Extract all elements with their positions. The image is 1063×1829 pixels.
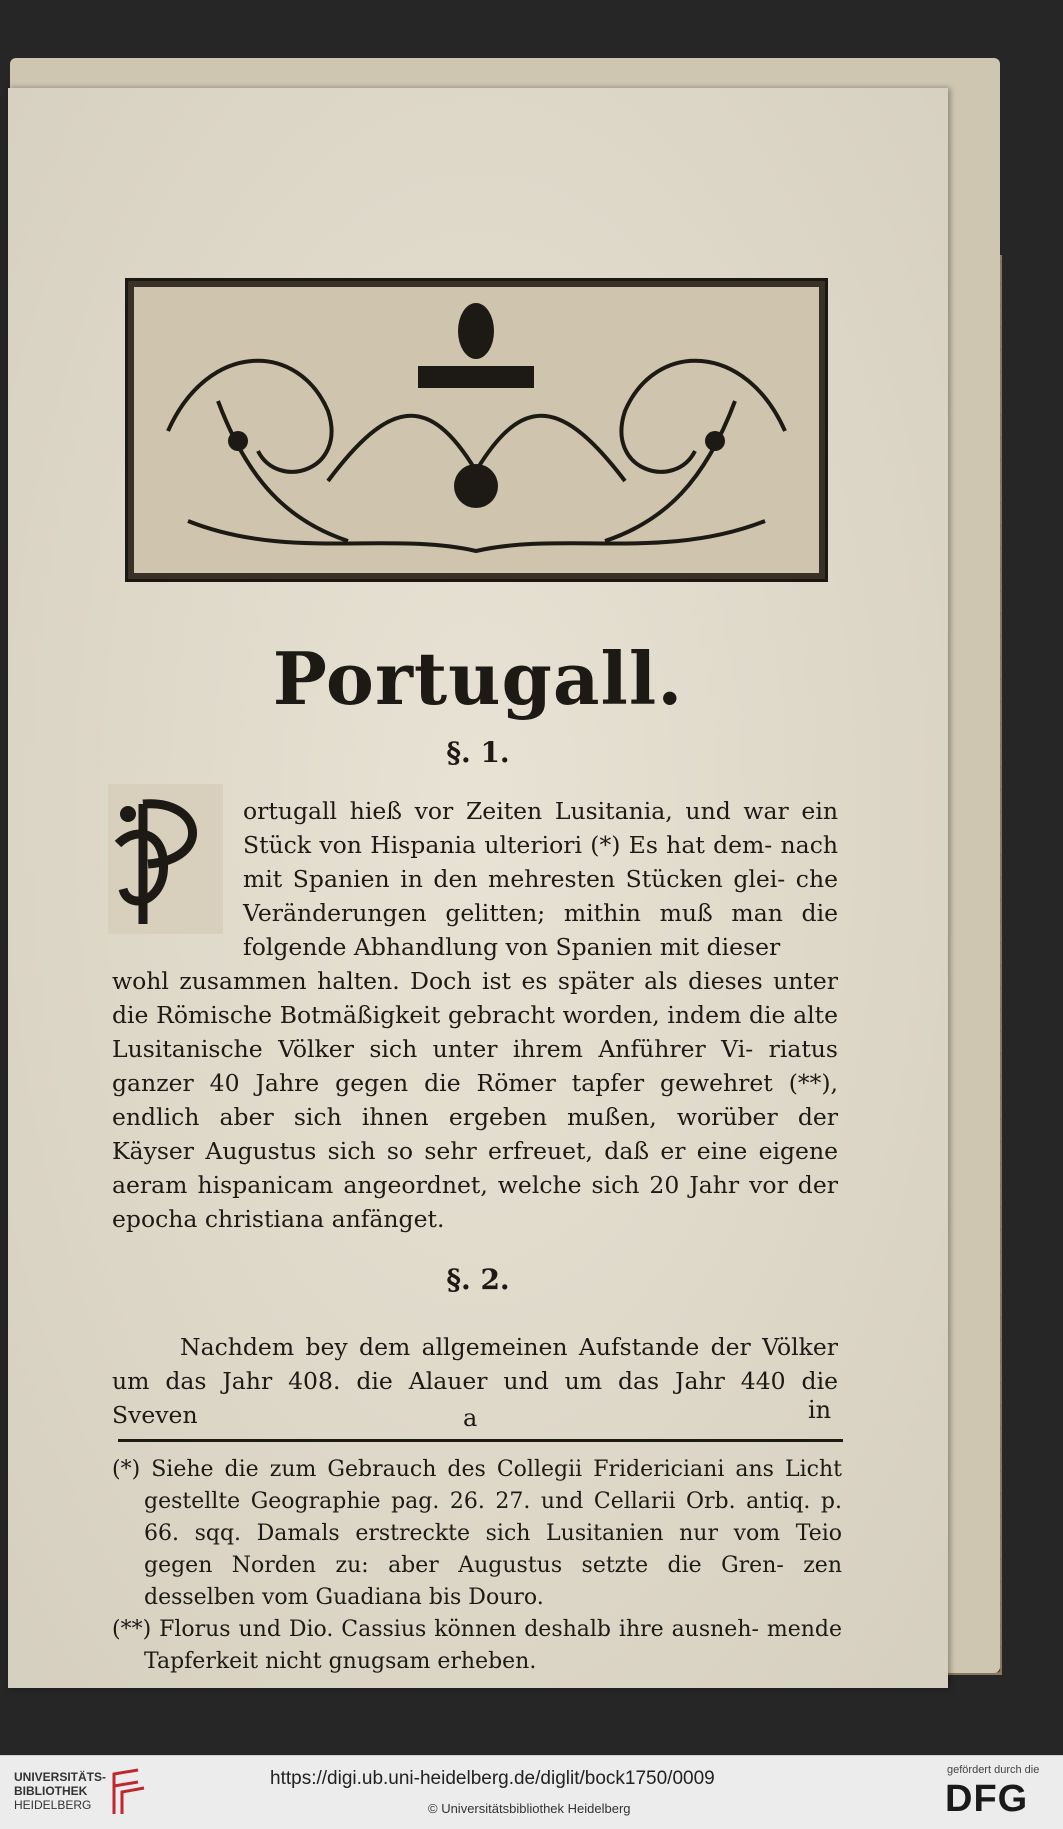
catchword: in <box>808 1396 832 1424</box>
permalink-url[interactable]: https://digi.ub.uni-heidelberg.de/diglit/bock1750/0009 <box>270 1768 715 1789</box>
footnote-1: (*) Siehe die zum Gebrauch des Collegii Fridericiani ans Licht gestellte Geographie pag. 26. 27. und Cellarii Orb. antiq. p. 66. sqq. Damals erstreckte sich Lusitanien nur vom Teio gegen Norden zu: aber Augustus setzte die Gren- zen desselben vom Guadiana bis Douro. <box>112 1457 842 1610</box>
section-number-1: §. 1. <box>446 736 510 769</box>
chapter-title: Portugall. <box>272 636 684 721</box>
funding-label: gefördert durch die <box>947 1764 1040 1776</box>
library-logo-icon[interactable] <box>108 1766 148 1818</box>
paragraph-1-continued: wohl zusammen halten. Doch ist es später als dieses unter die Römische Botmäßigkeit gebracht worden, indem die alte Lusitanische Völker sich unter ihrem Anführer Vi- riatus ganzer 40 Jahre gegen die Römer tapfer gewehret (**), endlich aber sich ihnen ergeben mußen, worüber der Käyser Augustus sich so sehr erfreuet, daß er eine eigene aeram hispanicam angeordnet, welche sich 20 Jahr vor der epocha christiana anfänget. <box>112 967 838 1233</box>
decorative-initial-p <box>108 784 223 934</box>
footnote-2: (**) Florus und Dio. Cassius können deshalb ihre ausneh- mende Tapferkeit nicht gnugsam erheben. <box>112 1617 842 1674</box>
section-number-2: §. 2. <box>446 1263 510 1296</box>
headpiece-ornament-image <box>128 281 825 579</box>
footnote-rule <box>118 1439 843 1442</box>
signature-mark: a <box>463 1404 478 1432</box>
library-name-line2: BIBLIOTHEK <box>14 1784 88 1798</box>
paragraph-1-opening: ortugall hieß vor Zeiten Lusitania, und war ein Stück von Hispania ulteriori (*) Es hat dem- nach mit Spanien in den mehresten Stücken glei- che Veränderungen gelitten; mithin muß man die folgende Abhandlung von Spanien mit dieser <box>243 797 838 961</box>
footnotes <box>112 1454 842 1678</box>
paragraph-2: Nachdem bey dem allgemeinen Aufstande der Völker um das Jahr 408. die Alauer und um das Jahr 440 die Sveven <box>112 1333 838 1429</box>
library-name-line3: HEIDELBERG <box>14 1798 92 1812</box>
library-logo-text[interactable] <box>14 1770 106 1812</box>
viewer-footer <box>0 1755 1063 1829</box>
book-page <box>8 88 948 1688</box>
library-name-line1: UNIVERSITÄTS- <box>14 1770 107 1784</box>
initial-letter-icon <box>108 784 223 934</box>
ornamental-headpiece <box>125 278 828 582</box>
copyright-notice: © Universitätsbibliothek Heidelberg <box>428 1801 631 1816</box>
dfg-logo[interactable]: DFG <box>945 1778 1029 1820</box>
